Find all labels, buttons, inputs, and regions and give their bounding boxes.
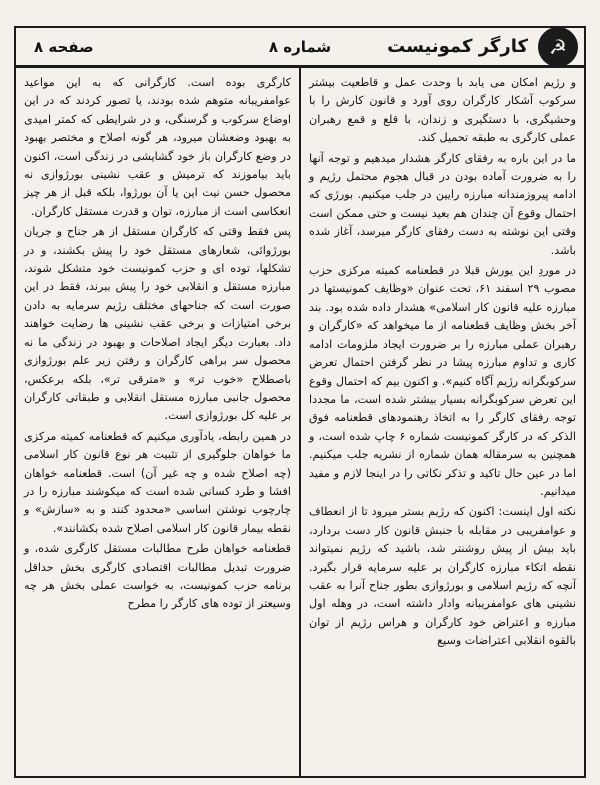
issue-number: شماره ۸ xyxy=(268,37,332,56)
article-columns xyxy=(14,68,586,778)
paragraph: پس فقط وقتی که کارگران مستقل از هر جناح و جریان بورژوائی، شعارهای مستقل خود را پیش بکشند، و در تشکلها، توده ای و حزب کمونیست خود متشکل شوند، مبارزه مستقل و انقلابی خود را پیش ببرند، فقط در این صورت است که جناحهای مختلف رژیم سرمایه به دادن برخی امتیازات و برخی عقب نشینی ها رضایت خواهند داد. بعبارت دیگر ایجاد اصلاحات و بهبود در زندگی ما نه محصول سر براهی کارگران و رفتن زیر علم بورژوازی باصطلاح «خوب تر» و «مترقی تر»، بلکه برعکس، محصول جانبی مبارزه مستقل انقلابی و طبقاتی کارگران بر علیه کل بورژوازی است. xyxy=(24,225,291,423)
paragraph: ما در این باره به رفقای کارگر هشدار میدهیم و توجه آنها را به ضرورت آماده بودن در قبال هجوم محتمل رژیم و ادامه پیروزمندانه مبارزه رایین در جلب میکنیم. بورژی که احتمال وقوع آن چندان هم بعید نیست و حتی ممکن است وقتی این نوشته به دست رفقای کارگر میرسد، آغاز شده باشد. xyxy=(309,151,576,257)
left-column xyxy=(16,68,301,776)
paragraph: در همین رابطه، یادآوری میکنیم که قطعنامه کمیته مرکزی ما خواهان جلوگیری از تثبیت هر نوع قانون کار اسلامی (چه اصلاح شده و چه غیر آن) است. قطعنامه خواهان افشا و طرد کسانی شده است که میکوشند مبارزه را در چارچوب نوشتن اساسی «محدود کنند و به «سازش» و نقطه بیمار قانون کار اسلامی اصلاح شده بکشانند». xyxy=(24,429,291,535)
masthead-bar xyxy=(14,26,586,68)
page-number: صفحه ۸ xyxy=(34,37,94,56)
paragraph: نکته اول اینست: اکنون که رژیم بستر میرود تا از انعطاف و عوامفریبی در مقابله با جنبش قانون کار دست بردارد، باید بیش از پیش روشنتر شد، باشید که رژیم نمیتواند نقطه اتکاء مبارزه کارگران بر علیه سرمایه قرار بگیرد. آنچه که رژیم اسلامی و بورژوازی بطور جناح آنرا به عقب نشینی های عوامفریبانه وادار داشته است، در وهله اول مبارزه و اعتراض خود کارگران و هراس رژیم از توان بالقوه انقلابی اعتراضات وسیع xyxy=(309,505,576,648)
paragraph: کارگری بوده است. کارگرانی که به این مواعید عوامفریبانه متوهم شده بودند، یا تصور کردند که در این اوضاع سرکوب و گرسنگی، و در شرایطی که کمتر امیدی به بهبود وضعشان میرود، هر گونه اصلاح و مختصر بهبود در وضع کارگران باز خود گشایشی در زندگی است، اکنون باید بیاموزند که ترمیش و عقب نشینی بورژوازی نه محصول حسن نیت این یا آن بورژوا، بلکه قبل از هر چیز انعکاسی است از مبارزه، توان و قدرت مستقل کارگران. xyxy=(24,76,291,218)
hammer-sickle-icon: ☭ xyxy=(538,27,578,67)
paragraph: در موردِ این یورش قبلا در قطعنامه کمیته مرکزی حزب مصوب ۲۹ اسفند ۶۱، تحت عنوان «وظایف کمونیستها در مبارزه علیه قانون کار اسلامی» هشدار داده شده بود. بند آخر بخش وظایف قطعنامه از ما میخواهد که «کارگران و رهبران عملی مبارزه را بر ضرورت ایجاد ملزومات ادامه کاری و تداوم مبارزه پیشا در نظر گرفتن احتمال تعرض سرکوبگرانه رژیم آگاه کنیم». و اکنون بیم که احتمال وقوع این تعرض سرکوبگرانه بسیار بیشتر شده است، ما مجددا توجه رفقای کارگر را به اتخاذ رهنمودهای قطعنامه فوق الذکر که در کارگر کمونیست شماره ۶ چاپ شده است، و همچنین به سرمقاله همان شماره از نشریه جلب میکنیم. اما در عین حال تاکید و تذکر نکاتی را در اینجا لازم و مفید میدانیم. xyxy=(309,264,577,498)
paragraph: قطعنامه خواهان طرح مطالبات مستقل کارگری شده، و ضرورت تبدیل مطالبات اقتصادی کارگری بخش حداقل برنامه حزب کمونیست، به خواست عملی بخش هر چه وسیعتر از توده های کارگر را مطرح xyxy=(24,542,291,611)
right-column xyxy=(301,68,584,776)
paragraph: و رژیم امکان می یابد با وحدت عمل و قاطعیت بیشتر سرکوب آشکار کارگران روی آورد و قانون کارش را با وحشیگری، با دستگیری و زندان، با قلع و قمع رهبران عملی کارگری به طبقه تحمیل کند. xyxy=(309,76,576,145)
masthead-title: کارگر کمونیست xyxy=(387,36,528,57)
